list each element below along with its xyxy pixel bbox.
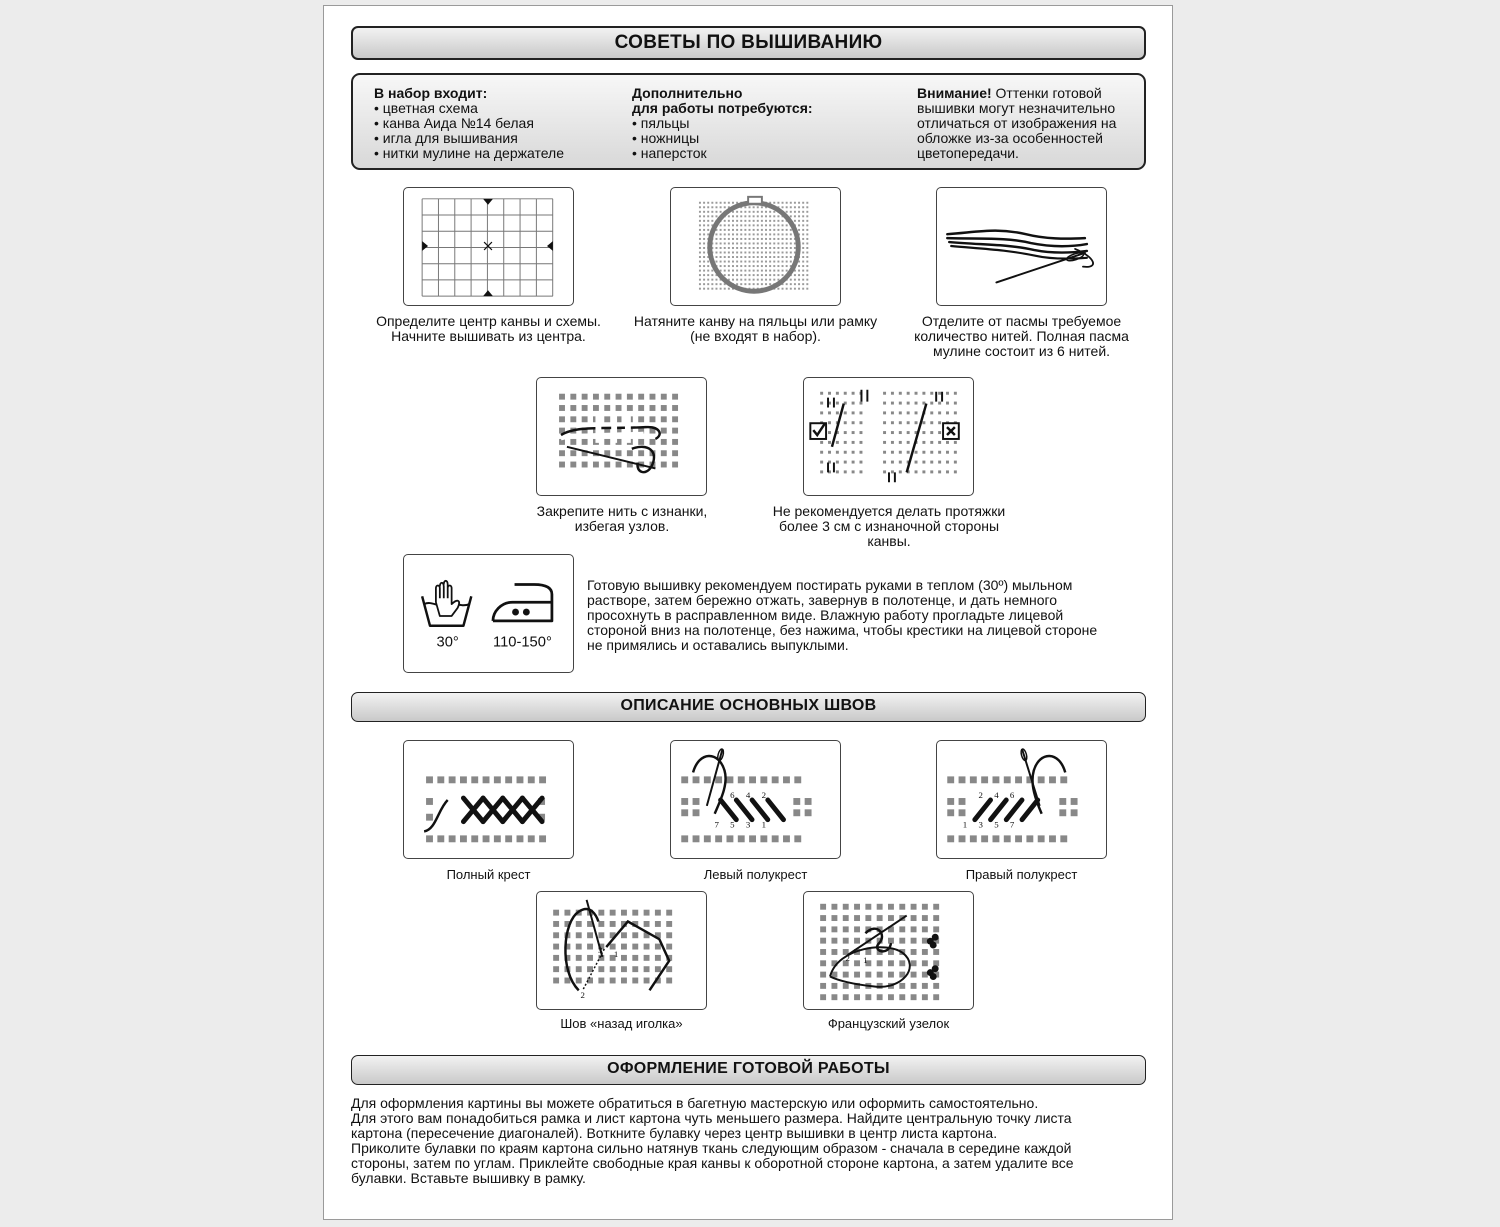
warning-label: Внимание! — [917, 85, 992, 101]
finish-section-title: ОФОРМЛЕНИЕ ГОТОВОЙ РАБОТЫ — [351, 1055, 1146, 1085]
care-text: Готовую вышивку рекомендуем постирать руками в теплом (30º) мыльном растворе, затем бережно отжать, завернув в полотенце, и дать немного просохнуть в расправленном виде. Влажную работу прогладьте лицевой стороной вниз на полотенце, без нажима, чтобы крестики на лицевой стороне не примялись и оставались выпуклыми. — [587, 577, 1098, 653]
list-item: • игла для вышивания — [374, 130, 518, 146]
warning-text: вышивки могут незначительно — [917, 100, 1116, 116]
kit-info-panel — [351, 73, 1146, 170]
svg-text:2: 2 — [978, 790, 983, 801]
svg-text:6: 6 — [730, 790, 735, 801]
kit-warning — [917, 86, 1116, 161]
warning-text: Оттенки готовой — [991, 85, 1102, 101]
svg-text:1: 1 — [962, 819, 968, 830]
iron-icon — [493, 584, 552, 620]
embroidery-hoop-icon — [670, 187, 841, 306]
svg-text:5: 5 — [994, 819, 999, 830]
stitch-caption: Полный крест — [446, 867, 531, 882]
step-caption: Закрепите нить с изнанки, избегая узлов. — [536, 503, 708, 534]
thread-needle-icon — [936, 187, 1107, 306]
hand-wash-icon — [422, 581, 471, 626]
svg-text:7: 7 — [1009, 819, 1015, 830]
stitch-caption: Левый полукрест — [703, 867, 808, 882]
svg-text:3: 3 — [598, 944, 603, 955]
svg-text:6: 6 — [1009, 790, 1015, 801]
svg-text:1: 1 — [613, 948, 619, 959]
stitches-section-title: ОПИСАНИЕ ОСНОВНЫХ ШВОВ — [351, 692, 1146, 722]
iron-temp-label: 110-150° — [492, 634, 552, 651]
svg-text:4: 4 — [994, 790, 999, 801]
full-cross-stitch-icon — [403, 740, 574, 859]
stitch-caption: Французский узелок — [827, 1016, 950, 1031]
french-knot-icon — [803, 891, 974, 1010]
kit-included — [374, 86, 564, 161]
list-item: • цветная схема — [374, 100, 478, 116]
svg-text:1: 1 — [863, 954, 868, 965]
list-item: • нитки мулине на держателе — [374, 145, 564, 161]
list-item: • наперсток — [632, 145, 707, 161]
step-caption: Не рекомендуется делать протяжки более 3 см с изнаночной стороны канвы. — [772, 503, 1006, 549]
canvas-center-grid-icon — [403, 187, 574, 306]
long-stitch-warning-icon — [803, 377, 974, 496]
main-title: СОВЕТЫ ПО ВЫШИВАНИЮ — [351, 26, 1146, 60]
svg-text:4: 4 — [745, 790, 751, 801]
kit-extra — [632, 86, 813, 161]
list-item: • ножницы — [632, 130, 700, 146]
kit-extra-title: для работы потребуются: — [632, 100, 813, 116]
secure-thread-icon — [536, 377, 707, 496]
wash-temp-label: 30° — [436, 634, 459, 651]
list-item: • канва Аида №14 белая — [374, 115, 534, 131]
finish-text: Для оформления картины вы можете обратиться в багетную мастерскую или оформить самостоятельно. Для этого вам понадобиться рамка и лист картона чуть меньшего размера. Найдите центральную точку листа картона (пересечение диагоналей). Воткните булавку через центр вышивки в центр листа картона. Приколите булавки по краям картона сильно натянув ткань следующим образом - сначала в середине каждой стороны, затем по углам. Приклейте свободные края канвы к оборотной стороне картона, а затем удалите все булавки. Вставьте вышивку в рамку. — [351, 1095, 1074, 1186]
list-item: • пяльцы — [632, 115, 690, 131]
step-caption: Натяните канву на пяльцы или рамку (не входят в набор). — [633, 313, 878, 344]
stitch-caption: Шов «назад иголка» — [560, 1016, 683, 1031]
svg-text:3: 3 — [745, 819, 751, 830]
right-half-cross-icon — [936, 740, 1107, 859]
svg-text:2: 2 — [580, 990, 585, 1001]
kit-extra-title: Дополнительно — [632, 85, 743, 101]
warning-text: отличаться от изображения на — [917, 115, 1117, 131]
instruction-sheet — [323, 5, 1173, 1220]
svg-text:2: 2 — [845, 952, 850, 963]
backstitch-icon — [536, 891, 707, 1010]
kit-included-title: В набор входит: — [374, 85, 488, 101]
stitch-caption: Правый полукрест — [965, 867, 1078, 882]
warning-text: обложке из-за особенностей — [917, 130, 1103, 146]
warning-text: цветопередачи. — [917, 145, 1019, 161]
care-symbols-panel — [403, 554, 574, 673]
step-caption: Определите центр канвы и схемы. Начните вышивать из центра. — [376, 313, 601, 344]
svg-text:1: 1 — [761, 819, 767, 830]
step-caption: Отделите от пасмы требуемое количество нитей. Полная пасма мулине состоит из 6 нитей. — [914, 313, 1129, 359]
svg-text:5: 5 — [730, 819, 735, 830]
svg-text:2: 2 — [761, 790, 767, 801]
left-half-cross-icon — [670, 740, 841, 859]
svg-text:3: 3 — [978, 819, 983, 830]
svg-text:7: 7 — [714, 819, 719, 830]
